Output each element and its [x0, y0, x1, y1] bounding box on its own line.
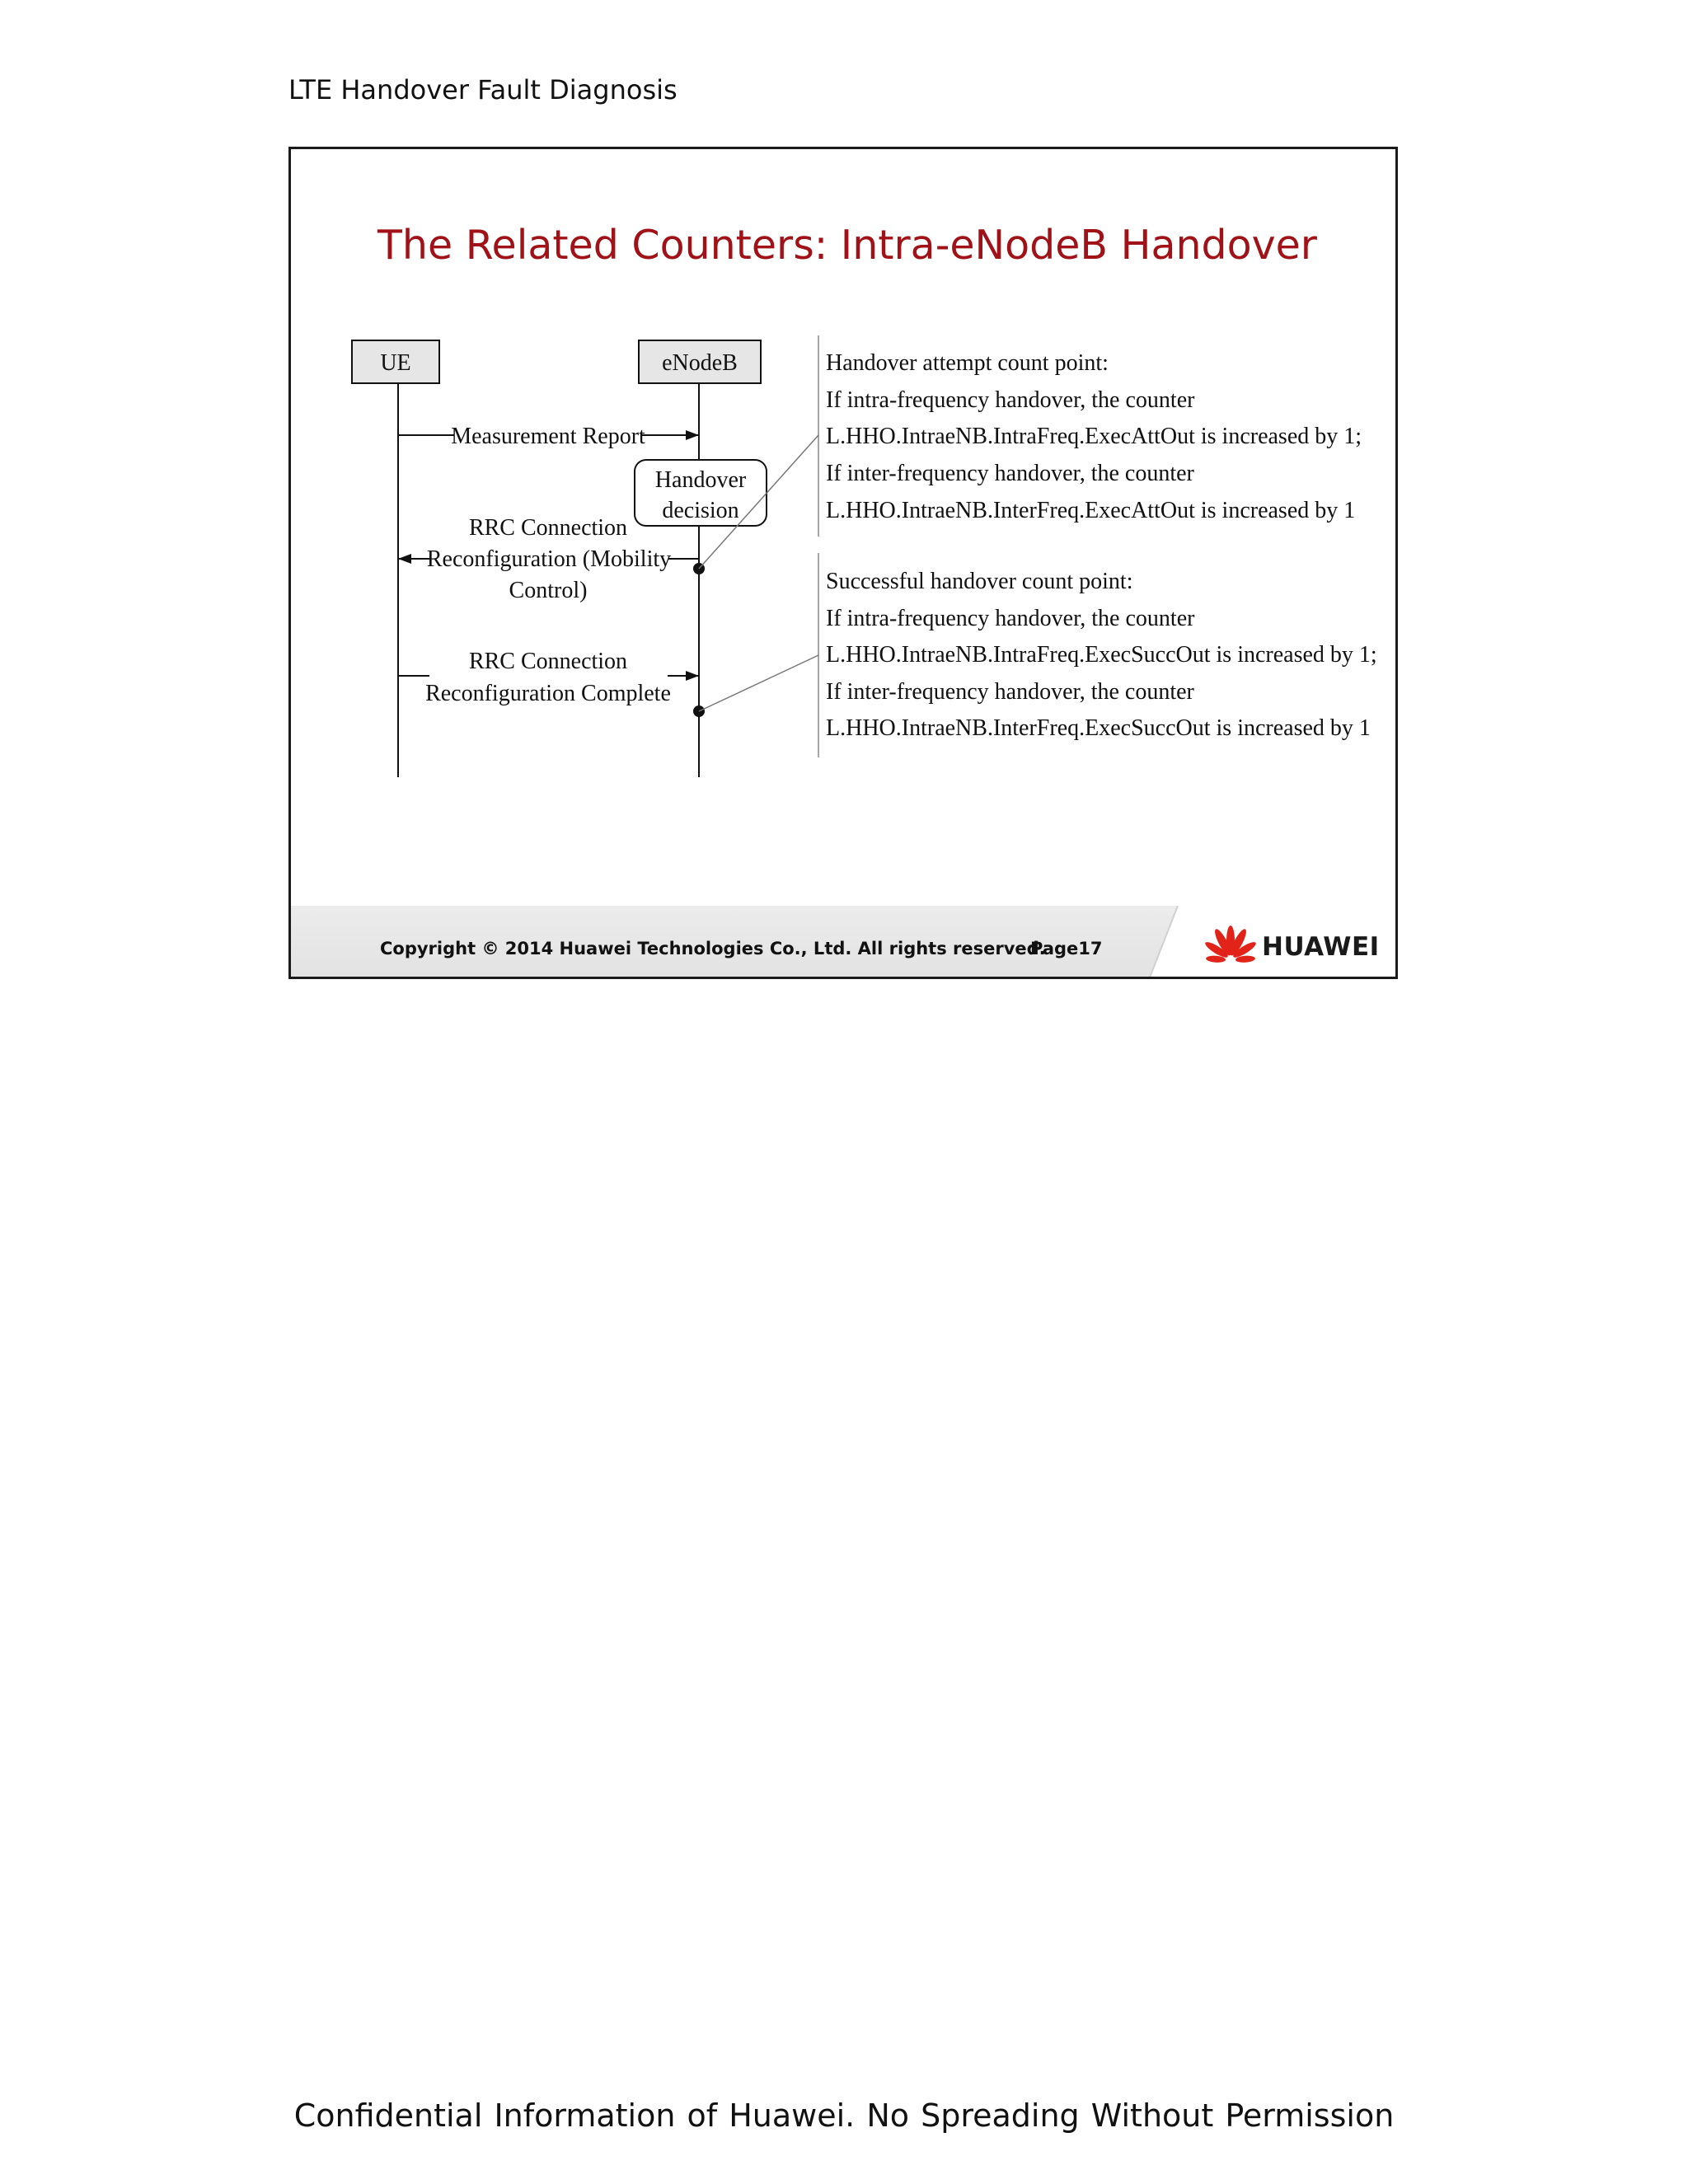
handover-decision-line2: decision — [662, 498, 739, 523]
success-connector — [699, 655, 818, 711]
success-line4: L.HHO.IntraeNB.InterFreq.ExecSuccOut is increased by 1 — [826, 715, 1371, 741]
attempt-line4: L.HHO.IntraeNB.InterFreq.ExecAttOut is increased by 1 — [826, 498, 1356, 523]
rrc-complete-line2: Reconfiguration Complete — [425, 681, 671, 706]
huawei-brand-text: HUAWEI — [1262, 932, 1380, 962]
rrc-reconfig-line2: Reconfiguration (Mobility — [426, 546, 672, 572]
attempt-line2: L.HHO.IntraeNB.IntraFreq.ExecAttOut is increased by 1; — [826, 424, 1362, 449]
confidential-footer: Confidential Information of Huawei. No Spreading Without Permission — [293, 2097, 1395, 2134]
attempt-title: Handover attempt count point: — [826, 350, 1109, 376]
document-header: LTE Handover Fault Diagnosis — [288, 74, 678, 105]
handover-decision-line1: Handover — [654, 467, 747, 493]
slide — [288, 147, 1398, 979]
footer-copyright: Copyright © 2014 Huawei Technologies Co., Ltd. All rights reserved. — [380, 939, 1046, 958]
signaling-diagram — [291, 149, 1398, 906]
attempt-line3: If inter-frequency handover, the counter — [826, 461, 1194, 486]
slide-title: The Related Counters: Intra-eNodeB Handover — [377, 222, 1317, 269]
success-line2: L.HHO.IntraeNB.IntraFreq.ExecSuccOut is increased by 1; — [826, 642, 1377, 668]
footer-page-number: Page17 — [1030, 939, 1103, 958]
rrc-complete-line1: RRC Connection — [468, 649, 628, 674]
rrc-reconfig-line3: Control) — [509, 578, 588, 603]
success-title: Successful handover count point: — [826, 569, 1133, 594]
rrc-reconfig-line1: RRC Connection — [468, 515, 628, 541]
success-line1: If intra-frequency handover, the counter — [826, 606, 1195, 631]
success-line3: If inter-frequency handover, the counter — [826, 679, 1194, 705]
ue-label: UE — [380, 350, 411, 376]
measurement-report-label: Measurement Report — [451, 424, 645, 449]
huawei-logo-icon — [1204, 924, 1257, 965]
enodeb-label: eNodeB — [662, 350, 738, 376]
attempt-line1: If intra-frequency handover, the counter — [826, 387, 1195, 413]
